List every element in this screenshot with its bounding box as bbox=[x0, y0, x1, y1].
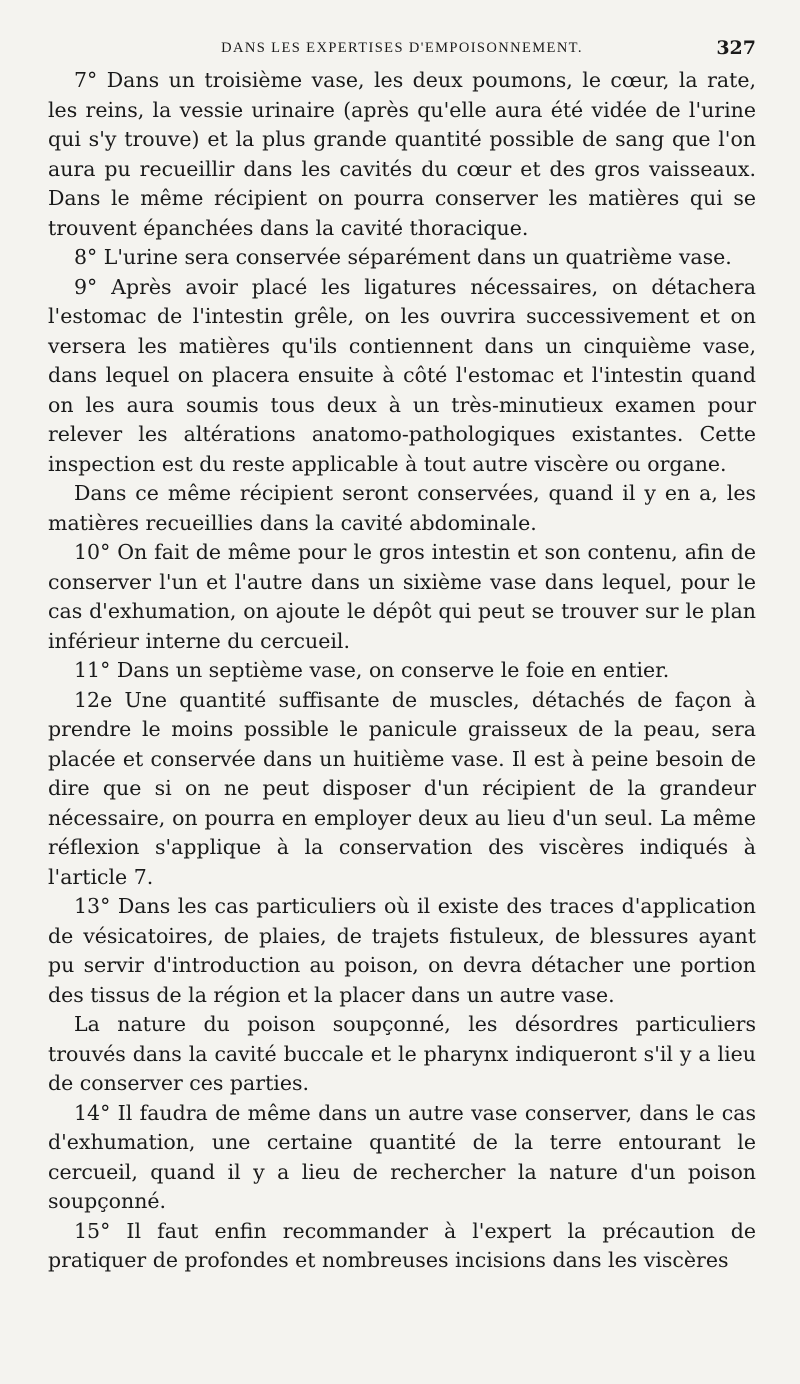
paragraph-item-9: 9° Après avoir placé les ligatures nécessaires, on détachera l'estomac de l'intestin grêle, on les ouvrira successivement et on versera les matières qu'ils contiennent dans un cinquième vase, dans lequel on placera ensuite à côté l'estomac et l'intestin quand on les aura soumis tous deux à un très-minutieux examen pour relever les altérations anatomo-pathologiques existantes. Cette inspection est du reste applicable à tout autre viscère ou organe. bbox=[48, 274, 756, 476]
paragraph-item-10: 10° On fait de même pour le gros intestin et son contenu, afin de conserver l'un et l'autre dans un sixième vase dans lequel, pour le cas d'exhumation, on ajoute le dépôt qui peut se trouver sur le plan inférieur interne du cercueil. bbox=[48, 540, 756, 653]
paragraph-item-7: 7° Dans un troisième vase, les deux poumons, le cœur, la rate, les reins, la vessie urinaire (après qu'elle aura été vidée de l'urine qui s'y trouve) et la plus grande quantité possible de sang que l'on aura pu recueillir dans les cavités du cœur et des gros vaisseaux. Dans le même récipient on pourra conserver les matières qui se trouvent épanchées dans la cavité thoracique. bbox=[48, 68, 756, 240]
paragraph-item-11: 11° Dans un septième vase, on conserve le foie en entier. bbox=[74, 658, 670, 682]
page-number: 327 bbox=[716, 37, 756, 59]
paragraph-item-15: 15° Il faut enfin recommander à l'expert la précaution de pratiquer de profondes et nombreuses incisions dans les viscères bbox=[48, 1218, 756, 1272]
running-head bbox=[48, 30, 756, 66]
paragraph-poison-nature: La nature du poison soupçonné, les désordres particuliers trouvés dans la cavité buccale et le pharynx indiqueront s'il y a lieu de conserver ces parties. bbox=[48, 1012, 756, 1095]
running-title: DANS LES EXPERTISES D'EMPOISONNEMENT. bbox=[221, 40, 583, 56]
paragraph-item-12: 12e Une quantité suffisante de muscles, détachés de façon à prendre le moins possible le panicule graisseux de la peau, sera placée et conservée dans un huitième vase. Il est à peine besoin de dire que si on ne peut disposer d'un récipient de la grandeur nécessaire, on pourra en employer deux au lieu d'un seul. La même réflexion s'applique à la conservation des viscères indiqués à l'article 7. bbox=[48, 687, 756, 889]
body-text bbox=[48, 66, 756, 1276]
paragraph-item-8: 8° L'urine sera conservée séparément dans un quatrième vase. bbox=[74, 245, 732, 269]
paragraph-item-14: 14° Il faudra de même dans un autre vase conserver, dans le cas d'exhumation, une certaine quantité de la terre entourant le cercueil, quand il y a lieu de rechercher la nature d'un poison soupçonné. bbox=[48, 1100, 756, 1213]
paragraph-item-13: 13° Dans les cas particuliers où il existe des traces d'application de vésicatoires, de plaies, de trajets fistuleux, de blessures ayant pu servir d'introduction au poison, on devra détacher une portion des tissus de la région et la placer dans un autre vase. bbox=[48, 894, 756, 1007]
paragraph-abdominal: Dans ce même récipient seront conservées, quand il y en a, les matières recueillies dans la cavité abdominale. bbox=[48, 481, 756, 535]
